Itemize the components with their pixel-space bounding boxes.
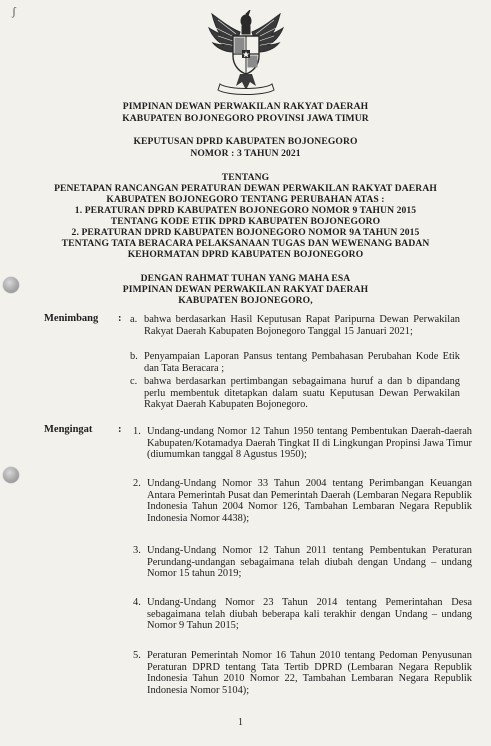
item-marker: 1. [133, 426, 141, 437]
invocation-line: KABUPATEN BOJONEGORO, [178, 295, 313, 306]
menimbang-item [130, 314, 460, 337]
item-marker: 2. [133, 478, 141, 489]
item-marker: 3. [133, 545, 141, 556]
invocation-line: PIMPINAN DEWAN PERWAKILAN RAKYAT DAERAH [122, 284, 369, 295]
decree-title: KEPUTUSAN DPRD KABUPATEN BOJONEGORO [133, 136, 358, 147]
mengingat-item [133, 597, 472, 632]
page-number: 1 [238, 717, 243, 728]
item-text: Undang-Undang Nomor 12 Tahun 2011 tentang Pembentukan Peraturan Perundang-undangan sebagaimana telah diubah dengan Undang – undang Nomor 15 tahun 2019; [147, 545, 472, 579]
subject-line: KEHORMATAN DPRD KABUPATEN BOJONEGORO [127, 249, 364, 260]
mengingat-item [133, 478, 472, 524]
margin-pen-mark: ʃ [12, 4, 16, 18]
item-text: Undang-undang Nomor 12 Tahun 1950 tentang Pembentukan Daerah-daerah Kabupaten/Kotamadya Daerah Tingkat II di Lingkungan Propinsi Jawa Timur (diumumkan tanggal 8 Agustus 1950); [147, 426, 472, 460]
menimbang-label: Menimbang [44, 313, 99, 324]
mengingat-colon: : [118, 424, 122, 435]
mengingat-item [133, 545, 472, 580]
punch-hole [3, 277, 19, 293]
item-text: Undang-Undang Nomor 23 Tahun 2014 tentang Pemerintahan Desa sebagaimana telah diubah beberapa kali terakhir dengan Undang – undang Nomor 9 Tahun 2015; [147, 597, 472, 631]
item-marker: c. [130, 376, 138, 387]
item-text: bahwa berdasarkan pertimbangan sebagaimana huruf a dan b dipandang perlu membentuk ditetapkan dalam suatu Keputusan Dewan Perwakilan Rakyat Daerah Kabupaten Bojonegoro. [144, 376, 460, 410]
menimbang-colon: : [118, 313, 122, 324]
subject-line: 2. PERATURAN DPRD KABUPATEN BOJONEGORO NOMOR 9A TAHUN 2015 [71, 227, 420, 238]
subject-line: PENETAPAN RANCANGAN PERATURAN DEWAN PERWAKILAN RAKYAT DAERAH [54, 183, 437, 194]
item-text: Undang-Undang Nomor 33 Tahun 2004 tentang Perimbangan Keuangan Antara Pemerintah Pusat dan Pemerintah Daerah (Lembaran Negara Republik Indonesia Tahun 2004 Nomor 126, Tambahan Lembaran Negara Republik Indonesia Nomor 4438); [147, 478, 472, 524]
subject-line: 1. PERATURAN DPRD KABUPATEN BOJONEGORO NOMOR 9 TAHUN 2015 [74, 205, 417, 216]
punch-hole [3, 467, 19, 483]
header-line-2: KABUPATEN BOJONEGORO PROVINSI JAWA TIMUR [122, 113, 369, 124]
header-line-1: PIMPINAN DEWAN PERWAKILAN RAKYAT DAERAH [122, 101, 369, 112]
item-marker: 4. [133, 597, 141, 608]
item-text: Penyampaian Laporan Pansus tentang Pembahasan Perubahan Kode Etik dan Tata Beracara ; [144, 351, 460, 374]
invocation-line: DENGAN RAHMAT TUHAN YANG MAHA ESA [140, 273, 351, 284]
mengingat-item [133, 426, 472, 461]
subject-line: TENTANG KODE ETIK DPRD KABUPATEN BOJONEGORO [110, 216, 381, 227]
item-text: Peraturan Pemerintah Nomor 16 Tahun 2010 tentang Pedoman Penyusunan Peraturan DPRD tentang Tata Tertib DPRD (Lembaran Negara Republik Indonesia Tahun 2010 Nomor 22, Tambahan Lembaran Negara Republik Indonesia Nomor 5104); [147, 650, 472, 696]
subject-line: KABUPATEN BOJONEGORO TENTANG PERUBAHAN ATAS : [106, 194, 385, 205]
decree-number: NOMOR : 3 TAHUN 2021 [190, 148, 301, 159]
menimbang-item [130, 376, 460, 411]
mengingat-label: Mengingat [44, 424, 93, 435]
mengingat-item [133, 650, 472, 696]
garuda-emblem-icon [206, 10, 286, 96]
subject-line: TENTANG TATA BERACARA PELAKSANAAN TUGAS DAN WEWENANG BADAN [61, 238, 430, 249]
item-marker: 5. [133, 650, 141, 661]
subject-label: TENTANG [221, 172, 270, 183]
item-text: bahwa berdasarkan Hasil Keputusan Rapat Paripurna Dewan Perwakilan Rakyat Daerah Kabupaten Bojonegoro Tanggal 15 Januari 2021; [144, 314, 460, 337]
menimbang-item [130, 351, 460, 374]
item-marker: a. [130, 314, 138, 325]
item-marker: b. [130, 351, 138, 362]
